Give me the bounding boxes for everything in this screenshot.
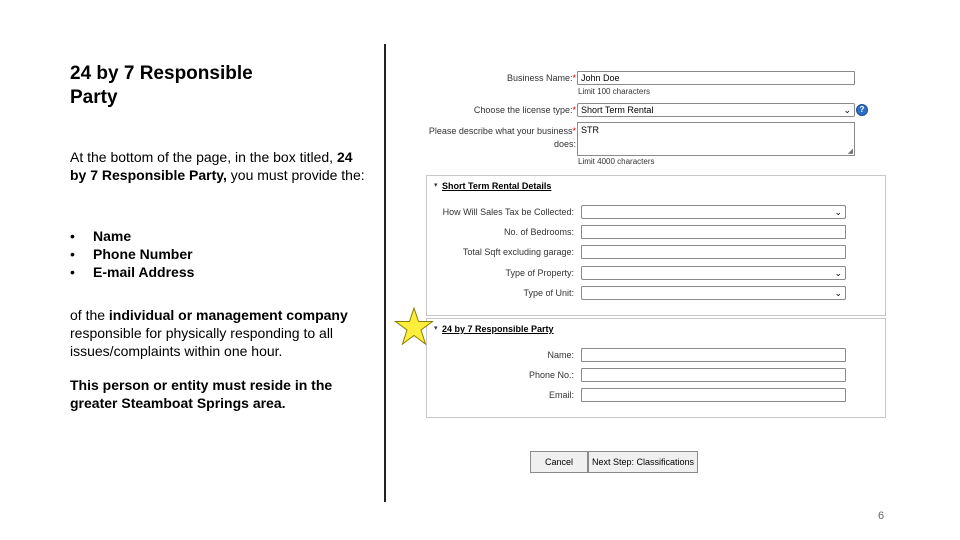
- license-type-select[interactable]: [577, 103, 855, 117]
- bullet-item: [70, 227, 370, 245]
- phone-label: Phone No.:: [528, 370, 574, 380]
- title-line2: Party: [70, 87, 118, 108]
- residency-note: This person or entity must reside in the greater Steamboat Springs area.: [70, 377, 333, 411]
- next-step-button[interactable]: Next Step: Classifications: [588, 451, 698, 473]
- responsibility-paragraph: [70, 306, 370, 360]
- chevron-down-icon: ⌄: [834, 268, 842, 278]
- sales-tax-select[interactable]: [581, 205, 846, 219]
- unit-type-select[interactable]: [581, 286, 846, 300]
- describe-business-hint: Limit 4000 characters: [578, 157, 655, 166]
- bullet-item: [70, 263, 370, 281]
- bullet-label: Name: [93, 228, 132, 244]
- collapse-caret-icon[interactable]: ▾: [434, 325, 438, 332]
- intro-text-bold: 24 by 7 Responsible Party,: [70, 149, 353, 183]
- bullet-list: [70, 227, 370, 281]
- star-icon: [394, 307, 434, 347]
- vertical-divider: [384, 44, 386, 502]
- bullet-icon: •: [70, 228, 75, 244]
- responsible-party-title[interactable]: 24 by 7 Responsible Party: [442, 324, 554, 334]
- str-details-title[interactable]: Short Term Rental Details: [442, 181, 552, 191]
- page-number: 6: [878, 510, 885, 522]
- bedrooms-label: No. of Bedrooms:: [503, 227, 574, 237]
- sqft-label: Total Sqft excluding garage:: [462, 247, 574, 257]
- resize-grip-icon[interactable]: ◢: [847, 148, 853, 155]
- unit-type-label: Type of Unit:: [523, 288, 574, 298]
- email-input[interactable]: [581, 388, 846, 402]
- help-icon[interactable]: ?: [856, 104, 868, 116]
- describe-value: STR: [581, 125, 599, 135]
- chevron-down-icon: ⌄: [834, 207, 842, 217]
- title-line1: 24 by 7 Responsible: [70, 63, 253, 84]
- name-input[interactable]: [581, 348, 846, 362]
- para2-post: responsible for physically responding to all issues/complaints within one hour.: [70, 325, 334, 359]
- sqft-input[interactable]: [581, 245, 846, 259]
- cancel-button[interactable]: Cancel: [530, 451, 588, 473]
- intro-text-post: you must provide the:: [226, 167, 365, 183]
- property-type-label: Type of Property:: [505, 268, 574, 278]
- business-name-input[interactable]: John Doe: [577, 71, 855, 85]
- bullet-label: E-mail Address: [93, 264, 195, 280]
- describe-business-textarea[interactable]: [577, 122, 855, 156]
- email-label: Email:: [548, 390, 574, 400]
- collapse-caret-icon[interactable]: ▾: [434, 182, 438, 189]
- chevron-down-icon: ⌄: [834, 288, 842, 298]
- license-type-value: Short Term Rental: [581, 105, 654, 115]
- intro-text-pre: At the bottom of the page, in the box titled,: [70, 149, 337, 165]
- bedrooms-input[interactable]: [581, 225, 846, 239]
- describe-business-label: Please describe what your business* does:: [428, 126, 576, 149]
- para2-bold: individual or management company: [108, 307, 348, 323]
- bullet-item: [70, 245, 370, 263]
- intro-paragraph: [70, 148, 370, 184]
- property-type-select[interactable]: [581, 266, 846, 280]
- phone-input[interactable]: [581, 368, 846, 382]
- bullet-icon: •: [70, 264, 75, 280]
- para2-pre: of the: [70, 307, 109, 323]
- business-name-label: Business Name:*: [506, 73, 576, 83]
- chevron-down-icon: ⌄: [843, 105, 851, 115]
- sales-tax-label: How Will Sales Tax be Collected:: [442, 207, 574, 217]
- name-label: Name:: [547, 350, 574, 360]
- slide-title: [70, 62, 370, 110]
- business-name-hint: Limit 100 characters: [578, 87, 651, 96]
- bullet-icon: •: [70, 246, 75, 262]
- license-type-label: Choose the license type:*: [473, 105, 576, 115]
- bullet-label: Phone Number: [93, 246, 193, 262]
